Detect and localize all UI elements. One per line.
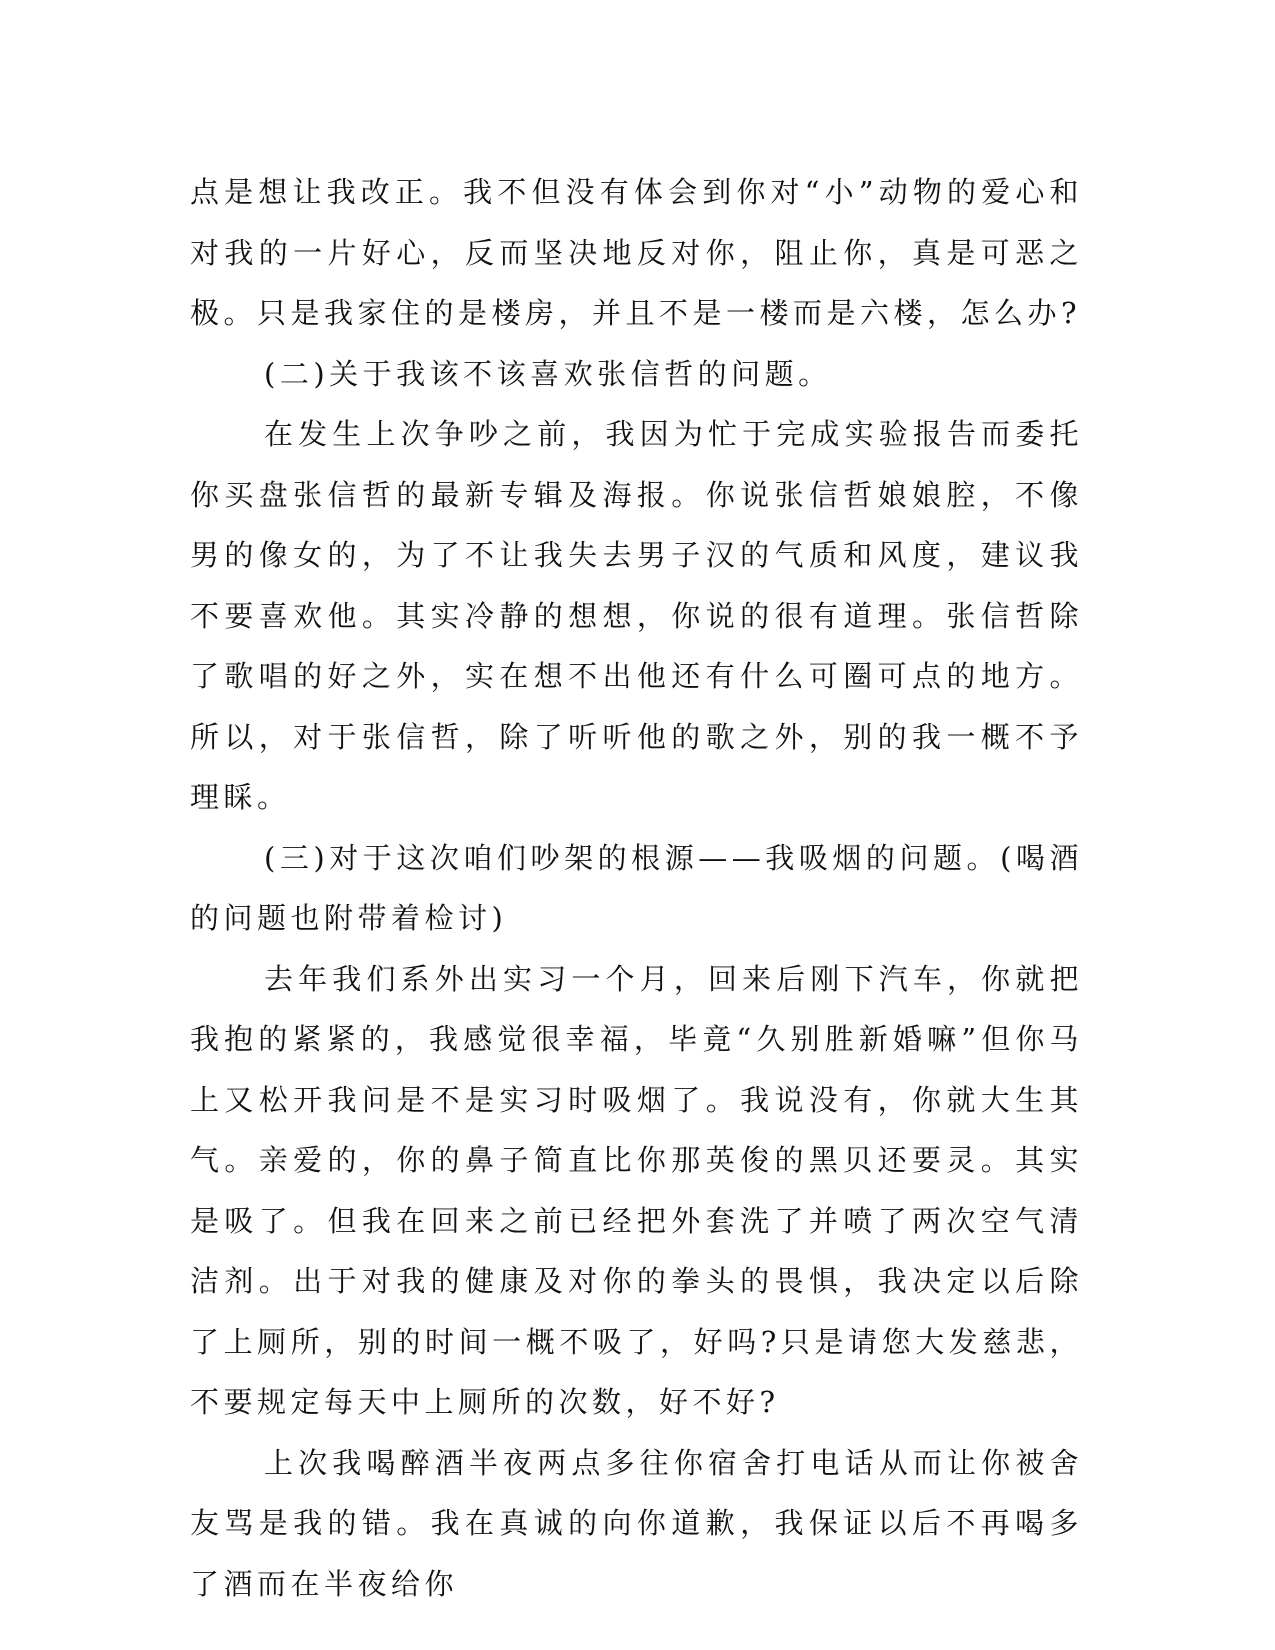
paragraph-6: 上次我喝醉酒半夜两点多往你宿舍打电话从而让你被舍友骂是我的错。我在真诚的向你道歉，我保证以后不再喝多了酒而在半夜给你 <box>190 1445 1083 1601</box>
paragraph-1: 点是想让我改正。我不但没有体会到你对“小”动物的爱心和对我的一片好心，反而坚决地反对你，阻止你，真是可恶之极。只是我家住的是楼房，并且不是一楼而是六楼，怎么办? <box>190 175 1083 330</box>
paragraph-5: 去年我们系外出实习一个月，回来后刚下汽车，你就把我抱的紧紧的，我感觉很幸福，毕竟“久别胜新婚嘛”但你马上又松开我问是不是实习时吸烟了。我说没有，你就大生其气。亲爱的，你的鼻子简直比你那英俊的黑贝还要灵。其实是吸了。但我在回来之前已经把外套洗了并喷了两次空气清洁剂。出于对我的健康及对你的拳头的畏惧，我决定以后除了上厕所，别的时间一概不吸了，好吗?只是请您大发慈悲，不要规定每天中上厕所的次数，好不好? <box>190 961 1083 1419</box>
paragraph-2-heading: (二)关于我该不该喜欢张信哲的问题。 <box>264 356 832 391</box>
paragraph-3: 在发生上次争吵之前，我因为忙于完成实验报告而委托你买盘张信哲的最新专辑及海报。你说张信哲娘娘腔，不像男的像女的，为了不让我失去男子汉的气质和风度，建议我不要喜欢他。其实冷静的想想，你说的很有道理。张信哲除了歌唱的好之外，实在想不出他还有什么可圈可点的地方。所以，对于张信哲，除了听听他的歌之外，别的我一概不予理睬。 <box>190 417 1083 814</box>
document-body <box>190 162 1083 1614</box>
paragraph-4-heading: (三)对于这次咱们吵架的根源——我吸烟的问题。(喝酒的问题也附带着检讨) <box>190 840 1083 935</box>
